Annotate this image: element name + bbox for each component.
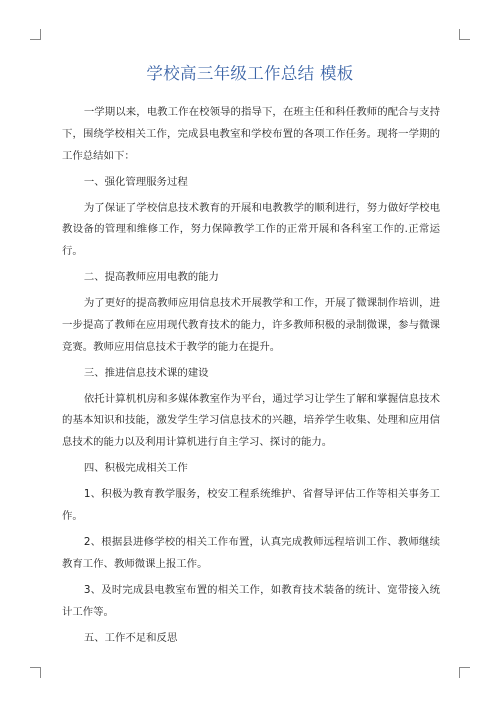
section-heading-5: 五、工作不足和反思 (83, 631, 178, 644)
crop-mark-top-right (459, 29, 470, 40)
section-paragraph-3: 依托计算机机房和多媒体教室作为平台，通过学习让学生了解和掌握信息技术的基本知识和技能，激发学生学习信息技术的兴趣，培养学生收集、处理和应用信息技术的能力以及利用计算机进行自主学习、探讨的能力。 (62, 392, 440, 449)
section-paragraph-2: 为了更好的提高教师应用信息技术开展教学和工作，开展了微课制作培训，进一步提高了教师在应用现代教育技术的能力，许多教师积极的录制微课，参与微课竞赛。教师应用信息技术于教学的能力在提升。 (62, 297, 440, 353)
section-heading-3: 三、推进信息技术课的建设 (83, 366, 209, 379)
section-heading-4: 四、积极完成相关工作 (83, 462, 188, 475)
section-paragraph-1: 为了保证了学校信息技术教育的开展和电教教学的顺利进行，努力做好学校电教设备的管理和维修工作，努力保障教学工作的正常开展和各科室工作的.正常运行。 (62, 201, 440, 258)
list-item-1: 1、积极为教育教学服务，校安工程系统维护、省督导评估工作等相关事务工作。 (62, 488, 440, 523)
list-item-2: 2、根据县进修学校的相关工作布置，认真完成教师远程培训工作、教师继续教育工作、教师微课上报工作。 (62, 536, 440, 570)
section-heading-1: 一、强化管理服务过程 (83, 175, 188, 188)
section-heading-2: 二、提高教师应用电教的能力 (83, 271, 219, 284)
list-item-3: 3、及时完成县电教室布置的相关工作，如教育技术装备的统计、宽带接入统计工作等。 (62, 583, 440, 618)
crop-mark-top-left (30, 29, 41, 40)
crop-mark-bottom-right (459, 667, 470, 678)
document-title: 学校高三年级工作总结 模板 (146, 64, 354, 83)
intro-paragraph: 一学期以来，电教工作在校领导的指导下，在班主任和科任教师的配合与支持下，围绕学校相关工作，完成县电教室和学校布置的各项工作任务。现将一学期的工作总结如下： (62, 106, 440, 162)
crop-mark-bottom-left (30, 667, 41, 678)
document-body (62, 102, 440, 654)
